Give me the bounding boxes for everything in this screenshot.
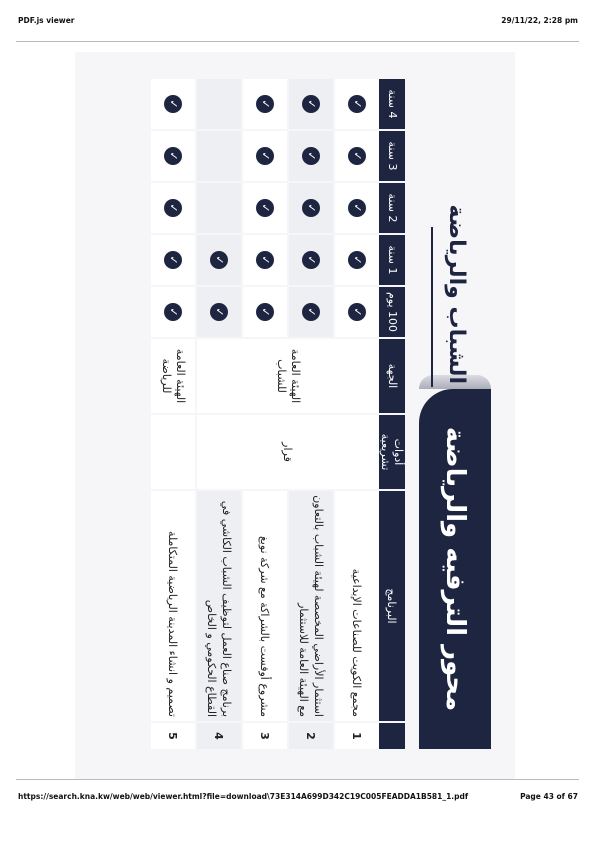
org-cell: الهيئة العامة للرياضة	[150, 338, 196, 414]
check-icon: ✓	[348, 199, 366, 217]
header-divider	[16, 41, 579, 42]
header-4-years: 4 سنة	[379, 78, 405, 130]
program-name: تصميم و انشاء المدينة الرياضية المتكاملة	[150, 490, 196, 722]
header-100-days: 100 يوم	[379, 286, 405, 338]
header-2-years: 2 سنة	[379, 182, 405, 234]
header-3-years: 3 سنة	[379, 130, 405, 182]
tools-cell: قرار	[196, 414, 379, 490]
check-icon: ✓	[210, 251, 228, 269]
program-table	[149, 77, 405, 749]
check-icon: ✓	[256, 147, 274, 165]
tools-cell-empty	[150, 414, 196, 490]
section-underline	[431, 227, 433, 387]
row-number: 2	[288, 722, 334, 749]
header-org: الجهة	[379, 338, 405, 414]
check-icon: ✓	[302, 147, 320, 165]
row-number: 3	[242, 722, 288, 749]
check-icon: ✓	[348, 303, 366, 321]
program-name: مشروع أوفست بالشراكة مع شركة نوبغ	[242, 490, 288, 722]
check-icon: ✓	[348, 251, 366, 269]
check-icon: ✓	[302, 251, 320, 269]
app-title: PDF.js viewer	[18, 16, 75, 25]
header-program: البرنامج	[379, 490, 405, 722]
page-indicator: Page 43 of 67	[520, 792, 578, 801]
check-icon: ✓	[256, 199, 274, 217]
table-row	[334, 78, 379, 749]
check-icon: ✓	[302, 95, 320, 113]
header-1-year: 1 سنة	[379, 234, 405, 286]
check-icon: ✓	[302, 303, 320, 321]
check-icon: ✓	[256, 95, 274, 113]
footer-divider	[16, 779, 579, 780]
row-number: 4	[196, 722, 242, 749]
check-icon: ✓	[210, 303, 228, 321]
check-icon: ✓	[348, 95, 366, 113]
check-icon: ✓	[348, 147, 366, 165]
section-title: الشباب والرياضة	[444, 204, 469, 384]
scanned-page	[75, 52, 515, 779]
table-row	[150, 78, 196, 749]
check-icon: ✓	[302, 199, 320, 217]
check-icon: ✓	[164, 199, 182, 217]
program-name: استثمار الأراضي المخصصة لهيئة الشباب بالتعاون مع الهيئة العامة للاستثمار	[288, 490, 334, 722]
program-name: برنامج صناع العمل لتوظيف الشباب الكاشي في القطاع الحكومي و الخاص	[196, 490, 242, 722]
check-icon: ✓	[164, 95, 182, 113]
check-icon: ✓	[164, 147, 182, 165]
row-number: 5	[150, 722, 196, 749]
check-icon: ✓	[256, 251, 274, 269]
org-cell: الهيئة العامة للشباب	[196, 338, 379, 414]
page-url: https://search.kna.kw/web/web/viewer.html?file=download\73E314A699D342C19C005FEADDA1B581_1.pdf	[18, 792, 469, 801]
check-icon: ✓	[164, 251, 182, 269]
program-name: مجمع الكويت للصناعات الإبداعية	[334, 490, 379, 722]
check-icon: ✓	[256, 303, 274, 321]
rotated-content	[75, 52, 515, 779]
banner-title: محور الترفيه والرياضة	[419, 389, 491, 749]
header-num	[379, 722, 405, 749]
header-tools: أدوات تشريعية	[379, 414, 405, 490]
datetime: 29/11/22, 2:28 pm	[501, 16, 578, 25]
check-icon: ✓	[164, 303, 182, 321]
row-number: 1	[334, 722, 379, 749]
